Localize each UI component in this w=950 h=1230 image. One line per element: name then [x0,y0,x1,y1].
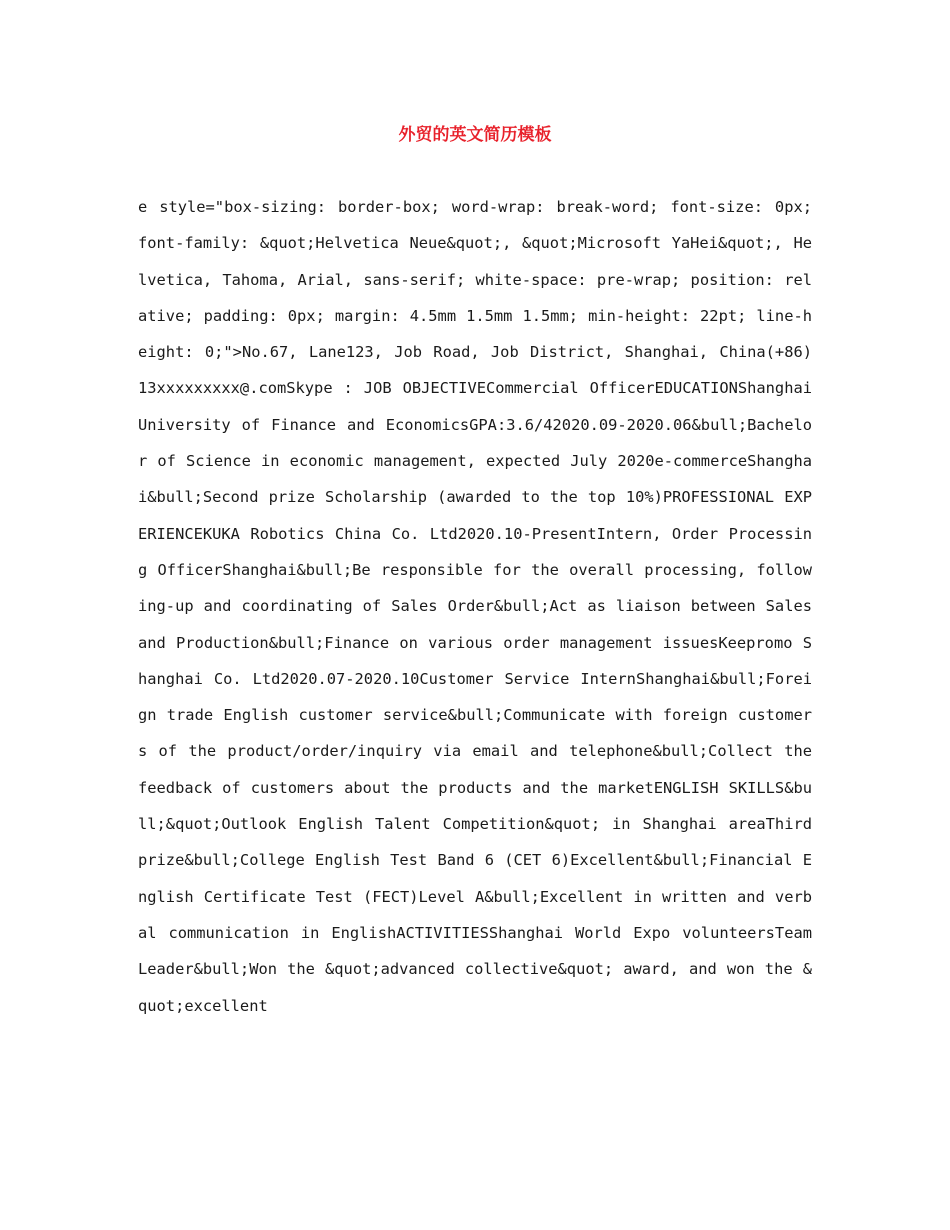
document-title: 外贸的英文简历模板 [398,125,552,145]
document-body-text: e style="box-sizing: border-box; word-wrap: break-word; font-size: 0px; font-family: &quot;Helvetica Neue&quot;, &quot;Microsoft YaHei&quot;, Helvetica, Tahoma, Arial, sans-serif; white-space: pre-wrap; position: relative; padding: 0px; margin: 4.5mm 1.5mm 1.5mm; min-height: 22pt; line-height: 0;">No.67, Lane123, Job Road, Job District, Shanghai, China(+86) 13xxxxxxxxx@.comSkype : JOB OBJECTIVECommercial OfficerEDUCATIONShanghai University of Finance and EconomicsGPA:3.6/42020.09-2020.06&bull;Bachelor of Science in economic management, expected July 2020e-commerceShanghai&bull;Second prize Scholarship (awarded to the top 10%)PROFESSIONAL EXPERIENCEKUKA Robotics China Co. Ltd2020.10-PresentIntern, Order Processing OfficerShanghai&bull;Be responsible for the overall processing, following-up and coordinating of Sales Order&bull;Act as liaison between Sales and Production&bull;Finance on various order management issuesKeepromo Shanghai Co. Ltd2020.07-2020.10Customer Service InternShanghai&bull;Foreign trade English customer service&bull;Communicate with foreign customers of the product/order/inquiry via email and telephone&bull;Collect the feedback of customers about the products and the marketENGLISH SKILLS&bull;&quot;Outlook English Talent Competition&quot; in Shanghai areaThird prize&bull;College English Test Band 6 (CET 6)Excellent&bull;Financial English Certificate Test (FECT)Level A&bull;Excellent in written and verbal communication in EnglishACTIVITIESShanghai World Expo volunteersTeam Leader&bull;Won the &quot;advanced collective&quot; award, and won the &quot;excellent [138,198,812,1015]
